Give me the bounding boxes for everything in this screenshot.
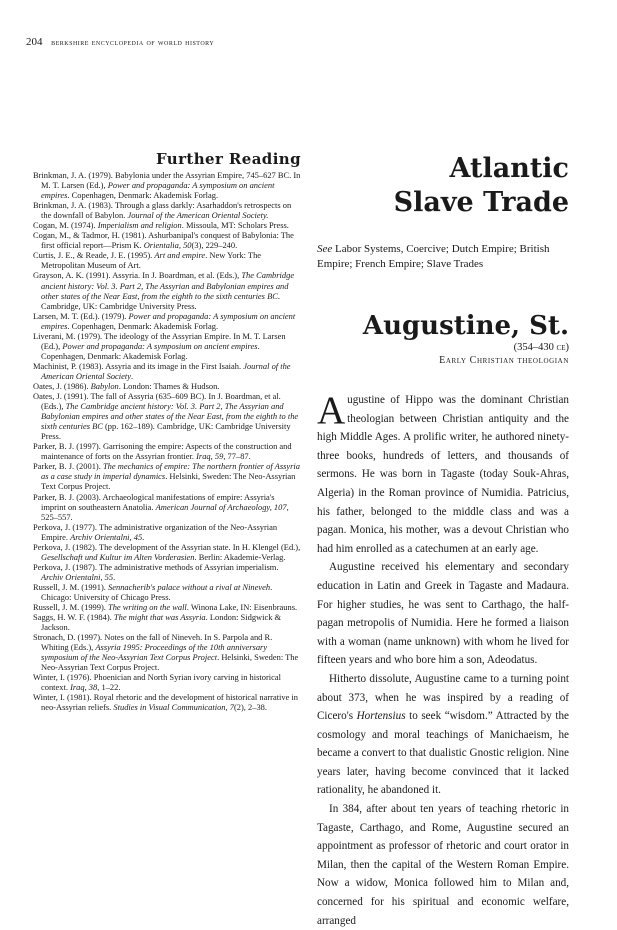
reference-run: Sennacherib's palace without a rival at Nineveh: [108, 581, 271, 592]
reference-run: Perkova, J. (1977). The administrative organization of the Neo-Assyrian Empire.: [33, 521, 278, 542]
reference-run: .: [113, 571, 116, 582]
reference-run: Russell, J. M. (1991).: [33, 581, 109, 592]
reference-item: [33, 200, 301, 220]
paragraph-run: ugustine of Hippo was the dominant Christian theologian between Christian antiquity and the high Middle Ages. A prolific writer, he authored ninety-three books, hundreds of letters, and thousands of sermons. He was born in Tagaste (today Souk-Ahras, Algeria) in the Roman province of Numidia. Patricius, his father, belonged to the middle class and was a pagan. Monica, his mother, was a devout Christian who had him enrolled as a catechumen at an early age.: [317, 394, 569, 555]
reference-item: [33, 331, 301, 361]
reference-item: [33, 170, 301, 200]
article-body: [317, 391, 569, 930]
reference-run: Power and propaganda: A symposium on ancient empires: [41, 310, 296, 331]
reference-run: The Cambridge ancient history: Vol. 3. Part 2, The Assyrian and Babylonian empires and other states of the Near East, from the eighth to the sixth centuries BC: [41, 270, 295, 301]
reference-item: [33, 230, 301, 250]
drop-cap: A: [317, 389, 346, 432]
page-number: 204: [26, 36, 43, 48]
reference-item: [33, 441, 301, 461]
reference-run: . Berlin: Akademie-Verlag.: [194, 551, 286, 562]
paragraph-run: Hortensius: [356, 710, 406, 723]
slave-trade-title: [317, 152, 569, 220]
reference-run: Parker, B. J. (2003). Archaeological manifestations of empire: Assyria's imprint on southeastern Anatolia.: [33, 491, 275, 512]
reference-run: Larsen, M. T. (Ed.). (1979).: [33, 310, 129, 321]
reference-run: Gesellschaft und Kultur im Alten Vorderasien: [41, 551, 195, 562]
reference-run: Journal of the American Oriental Society: [41, 360, 291, 381]
paragraph-run: to seek “wisdom.” Attracted by the cosmology and moral teachings of Manichaeism, he became a convert to that dualistic Gnostic religion. Nine years later, having become convinced that it lacked rationality, he abandoned it.: [317, 710, 569, 797]
reference-run: Orientalia, 50: [143, 240, 192, 251]
reference-run: . London: Sidgwick & Jackson.: [41, 612, 282, 633]
reference-item: [33, 361, 301, 381]
reference-run: Oates, J. (1986).: [33, 380, 91, 391]
reference-item: [33, 220, 301, 230]
reference-run: Curtis, J. E., & Reade, J. E. (1995).: [33, 250, 155, 261]
further-reading-heading: Further Reading: [155, 150, 301, 168]
reference-run: , 1–22.: [97, 682, 121, 693]
reference-run: The mechanics of empire: The northern frontier of Assyria as a case study in imperial dynamics: [41, 461, 300, 482]
further-reading-column: [33, 150, 301, 713]
reference-run: . Copenhagen, Denmark: Akademisk Forlag.: [67, 190, 219, 201]
reference-item: [33, 542, 301, 562]
body-paragraph: [317, 670, 569, 800]
reference-run: Perkova, J. (1987). The administrative methods of Assyrian imperialism.: [33, 561, 279, 572]
see-also-text: Labor Systems, Coercive; Dutch Empire; British Empire; French Empire; Slave Trades: [317, 243, 550, 270]
reference-item: [33, 672, 301, 692]
reference-run: Russell, J. M. (1999).: [33, 602, 109, 613]
slave-trade-title-line2: Slave Trade: [393, 187, 569, 218]
reference-run: Oates, J. (1991). The fall of Assyria (635–609 BC). In J. Boardman, et al. (Eds.),: [33, 391, 281, 412]
paragraph-run: Augustine received his elementary and secondary education in Latin and Greek in Tagaste and Madaura. For higher studies, he was sent to Carthago, the half-pagan metropolis of Numidia. Here he formed a liaison with a woman (name unknown) with whom he lived for fifteen years and who bore him a son, Adeodatus.: [317, 561, 569, 667]
reference-item: [33, 492, 301, 522]
running-head: [26, 36, 214, 48]
reference-run: . Copenhagen, Denmark: Akademisk Forlag.: [67, 320, 219, 331]
reference-run: Journal of the American Oriental Society.: [127, 210, 269, 221]
reference-run: Cogan, M., & Tadmor, H. (1981). Ashurbanipal's conquest of Babylonia: The first official report—Prism K.: [33, 230, 294, 251]
reference-run: Brinkman, J. A. (1983). Through a glass darkly: Asarhaddon's retrospects on the downfall of Babylon.: [33, 200, 292, 221]
reference-run: Power and propaganda: A symposium on ancient empires: [41, 180, 275, 201]
reference-run: Brinkman, J. A. (1979). Babylonia under the Assyrian Empire, 745–627 BC. In M. T. Larsen (Ed.),: [33, 170, 301, 191]
reference-run: , 525–557.: [41, 501, 289, 522]
reference-run: Iraq, 38: [70, 682, 98, 693]
reference-item: [33, 632, 301, 672]
reference-run: Winter, I. (1976). Phoenician and North Syrian ivory carving in historical context.: [33, 672, 281, 693]
reference-run: . London: Thames & Hudson.: [118, 380, 220, 391]
reference-run: Studies in Visual Communication, 7: [113, 702, 234, 713]
reference-item: [33, 250, 301, 270]
reference-run: . Helsinki, Sweden: The Neo-Assyrian Text Corpus Project.: [41, 471, 296, 492]
dates-close: ): [565, 342, 569, 353]
reference-run: Assyria 1995: Proceedings of the 10th anniversary symposium of the Neo-Assyrian Text Corpus Project: [41, 642, 268, 663]
reference-run: . New York: The Metropolitan Museum of Art.: [41, 250, 262, 271]
reference-item: [33, 602, 301, 612]
reference-run: .: [142, 531, 145, 542]
body-paragraph: [317, 391, 569, 558]
reference-run: Machinist, P. (1983). Assyria and its image in the First Isaiah.: [33, 360, 244, 371]
reference-run: Parker, B. J. (2001).: [33, 461, 103, 472]
running-head-title: berkshire encyclopedia of world history: [51, 37, 215, 47]
reference-run: Imperialism and religion: [97, 220, 182, 231]
reference-item: [33, 311, 301, 331]
augustine-title: Augustine, St.: [362, 311, 569, 341]
reference-item: [33, 562, 301, 582]
reference-run: , 77–87.: [223, 451, 251, 462]
reference-run: . Helsinki, Sweden: The Neo-Assyrian Text Corpus Project.: [41, 652, 299, 673]
reference-run: . Copenhagen, Denmark: Akademisk Forlag.: [41, 340, 260, 361]
reference-run: Iraq, 59: [196, 451, 224, 462]
see-also: [317, 242, 569, 271]
augustine-subtitle: Early Christian theologian: [439, 355, 569, 366]
reference-run: . Missoula, MT: Scholars Press.: [181, 220, 289, 231]
see-label: See: [317, 243, 333, 255]
reference-run: . Winona Lake, IN: Eisenbrauns.: [186, 602, 298, 613]
reference-item: [33, 461, 301, 491]
reference-run: Perkova, J. (1982). The development of the Assyrian state. In H. Klengel (Ed.),: [33, 541, 301, 552]
reference-run: Cogan, M. (1974).: [33, 220, 98, 231]
reference-run: The Cambridge ancient history: Vol. 3. Part 2, The Assyrian and Babylonian empires and other states of the Near East, from the eighth to the sixth centuries BC: [41, 401, 299, 432]
reference-run: The might that was Assyria: [113, 612, 206, 623]
reference-run: Saggs, H. W. F. (1984).: [33, 612, 114, 623]
reference-run: Parker, B. J. (1997). Garrisoning the empire: Aspects of the construction and maintenance of forts on the Assyrian frontier.: [33, 441, 292, 462]
paragraph-run: Hitherto dissolute, Augustine came to a turning point about 373, when he was inspired by a reading of Cicero's: [317, 672, 569, 723]
reference-run: Archiv Orientalni, 45: [70, 531, 143, 542]
article-column: [317, 152, 569, 930]
reference-run: (2), 2–38.: [233, 702, 267, 713]
slave-trade-title-line1: Atlantic: [449, 153, 569, 184]
body-paragraph: [317, 800, 569, 930]
reference-item: [33, 612, 301, 632]
reference-run: Stronach, D. (1997). Notes on the fall of Nineveh. In S. Parpola and R. Whiting (Eds.),: [33, 632, 273, 653]
reference-item: [33, 391, 301, 441]
reference-run: Babylon: [90, 380, 119, 391]
reference-item: [33, 692, 301, 712]
reference-item: [33, 381, 301, 391]
reference-run: Archiv Orientalni, 55: [41, 571, 114, 582]
reference-item: [33, 582, 301, 602]
reference-run: . Chicago: University of Chicago Press.: [41, 581, 273, 602]
paragraph-run: In 384, after about ten years of teaching rhetoric in Tagaste, Carthago, and Rome, Augustine secured an appointment as professor of rhetoric and court orator in Milan, then the capital of the Western Roman Empire. Now a widow, Monica followed him to Milan and, concerned for his spiritual and economic welfare, arranged: [317, 803, 569, 927]
reference-item: [33, 270, 301, 310]
reference-list: [33, 170, 301, 713]
reference-run: American Journal of Archaeology, 107: [155, 501, 287, 512]
reference-run: Grayson, A. K. (1991). Assyria. In J. Boardman, et al. (Eds.),: [33, 270, 242, 281]
reference-run: .: [130, 370, 134, 381]
reference-run: Art and empire: [154, 250, 206, 261]
reference-item: [33, 522, 301, 542]
reference-run: (3), 229–240.: [191, 240, 238, 251]
reference-run: Liverani, M. (1979). The ideology of the Assyrian Empire. In M. T. Larsen (Ed.),: [33, 330, 286, 351]
reference-run: Winter, I. (1981). Royal rhetoric and the development of historical narrative in neo-Assyrian reliefs.: [33, 692, 299, 713]
reference-run: Power and propaganda: A symposium on ancient empires: [62, 340, 258, 351]
augustine-dates: [317, 342, 569, 353]
body-paragraph: [317, 558, 569, 670]
dates-era: ce: [556, 342, 566, 353]
reference-run: The writing on the wall: [108, 602, 187, 613]
dates-text: (354–430: [513, 342, 557, 353]
reference-run: . Cambridge, UK: Cambridge University Press.: [41, 290, 280, 311]
reference-run: (pp. 162–189). Cambridge, UK: Cambridge University Press.: [41, 421, 291, 442]
